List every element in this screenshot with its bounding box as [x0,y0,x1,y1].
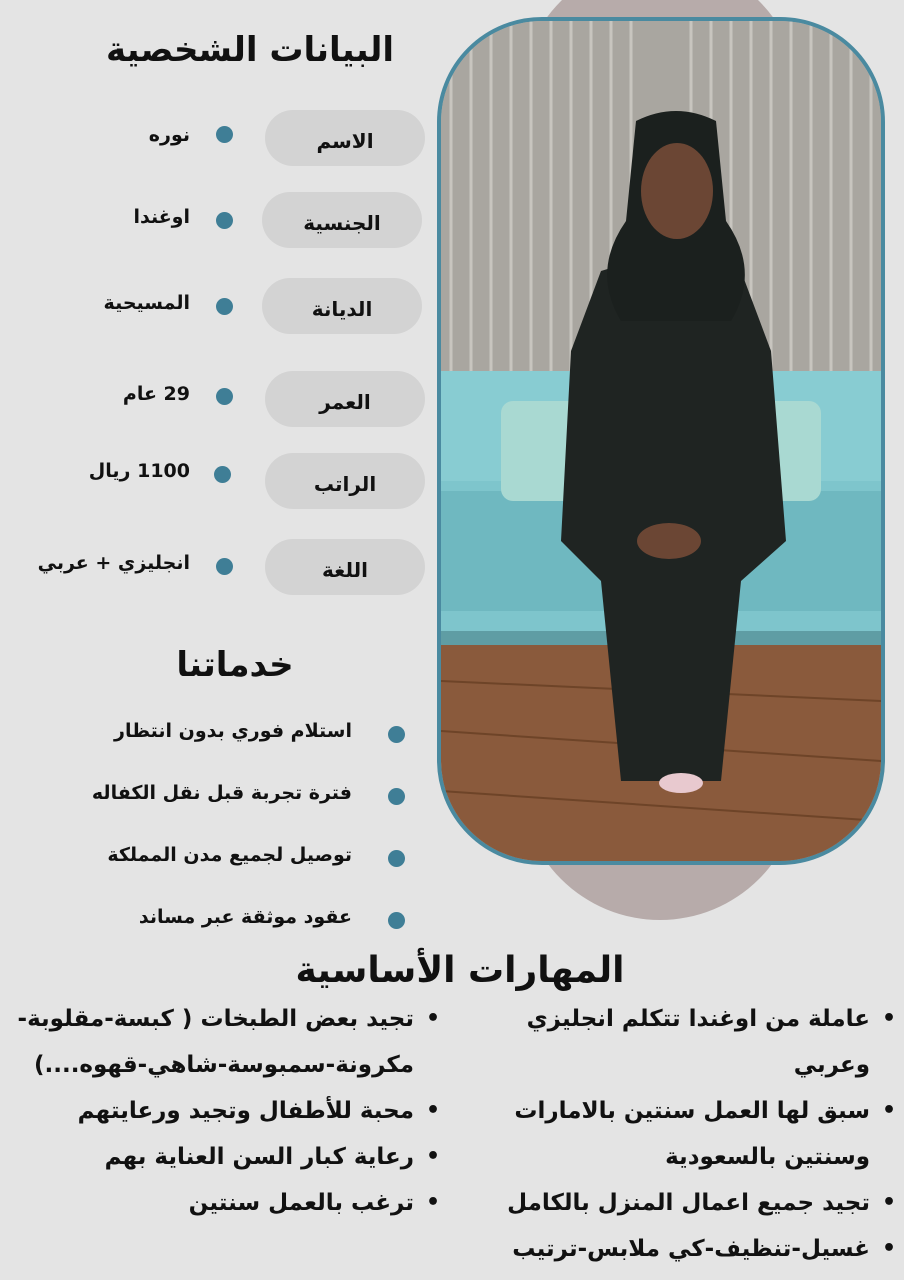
skill-item: • تجيد بعض الطبخات ( كبسة-مقلوبة-مكرونة-سمبوسة-شاهي-قهوه....) [8,996,414,1088]
bullet-dot [216,126,233,143]
bullet-dot: • [881,1190,896,1215]
label-salary: الراتب [265,453,425,509]
bullet-dot: • [881,1006,896,1031]
value-name: نوره [148,124,190,146]
label-religion: الديانة [262,278,422,334]
value-language: انجليزي + عربي [37,552,190,574]
worker-photo [437,17,885,865]
bullet-dot: • [881,1098,896,1123]
service-item: فترة تجربة قبل نقل الكفاله [91,782,352,804]
bullet-dot [388,850,405,867]
bullet-dot: • [881,1236,896,1261]
skill-item: • سبق لها العمل سنتين بالامارات وسنتين بالسعودية [448,1088,870,1180]
skill-item: • رعاية كبار السن العناية بهم [8,1134,414,1180]
bullet-dot: • [425,1006,440,1031]
value-religion: المسيحية [103,292,190,314]
bullet-dot [388,726,405,743]
skill-item: • ترغب بالعمل سنتين [8,1180,414,1226]
bullet-dot [216,212,233,229]
skills-left-column [8,996,440,1226]
label-language: اللغة [265,539,425,595]
bullet-dot [216,298,233,315]
services-title: خدماتنا [176,645,294,685]
bullet-dot: • [425,1190,440,1215]
bullet-dot: • [425,1144,440,1169]
value-nationality: اوغندا [133,206,190,228]
label-age: العمر [265,371,425,427]
skills-title: المهارات الأساسية [295,950,625,991]
value-salary: 1100 ريال [88,460,190,482]
bullet-dot [216,558,233,575]
service-item: توصيل لجميع مدن المملكة [107,844,352,866]
skills-right-column [448,996,896,1272]
bullet-dot [214,466,231,483]
value-age: 29 عام [122,383,190,405]
skill-item: • عاملة من اوغندا تتكلم انجليزي وعربي [448,996,870,1088]
label-name: الاسم [265,110,425,166]
bullet-dot [216,388,233,405]
bullet-dot: • [425,1098,440,1123]
service-item: عقود موثقة عبر مساند [138,906,352,928]
label-nationality: الجنسية [262,192,422,248]
skill-item: • محبة للأطفال وتجيد ورعايتهم [8,1088,414,1134]
bullet-dot [388,912,405,929]
personal-info-title: البيانات الشخصية [105,30,394,70]
bullet-dot [388,788,405,805]
skill-item: • غسيل-تنظيف-كي ملابس-ترتيب [448,1226,870,1272]
skill-item: • تجيد جميع اعمال المنزل بالكامل [448,1180,870,1226]
service-item: استلام فوري بدون انتظار [114,720,352,742]
